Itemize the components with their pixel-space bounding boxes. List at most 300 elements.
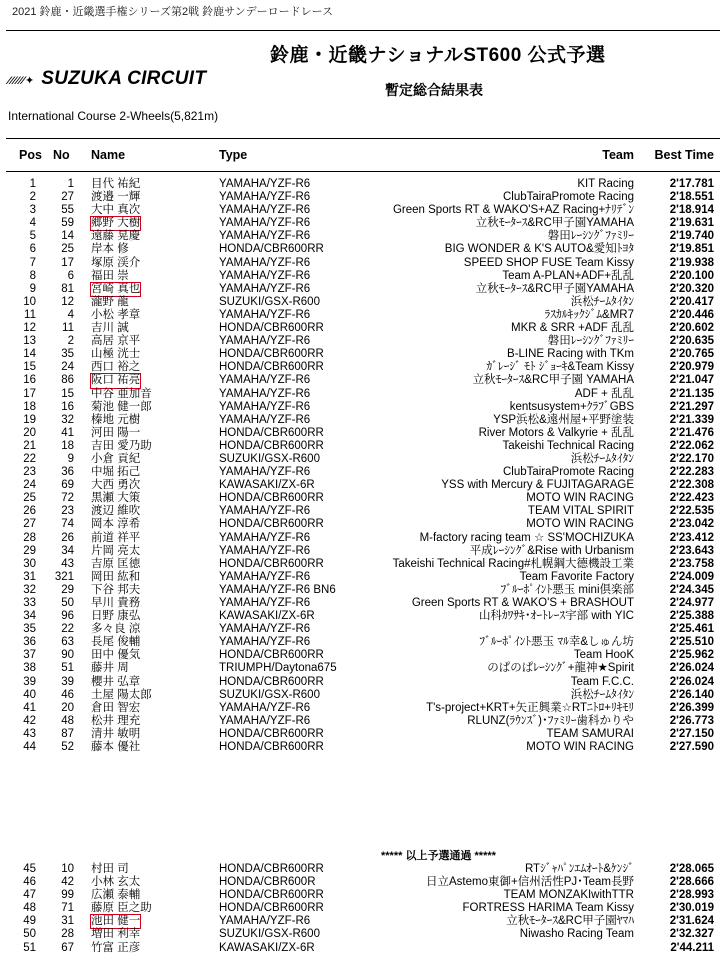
page-title: 鈴鹿・近畿ナショナルST600 公式予選	[270, 45, 606, 66]
cell-type: YAMAHA/YZF-R6	[219, 544, 311, 557]
col-header-name: Name	[91, 148, 126, 162]
cell-type: YAMAHA/YZF-R6	[219, 531, 311, 544]
cell-pos: 9	[29, 282, 36, 295]
cell-team: ﾌﾞﾙｰﾎﾟｲﾝﾄ悪玉 ﾏﾙ幸&しゅん坊	[479, 636, 634, 649]
table-row	[0, 915, 720, 928]
cell-type: YAMAHA/YZF-R6	[219, 623, 311, 636]
cell-pos: 4	[29, 217, 36, 230]
table-row	[0, 296, 720, 309]
cell-pos: 3	[29, 204, 36, 217]
cell-best-time: 2'24.009	[669, 570, 714, 583]
cell-team: FORTRESS HARIMA Team Kissy	[462, 902, 634, 915]
cell-no: 87	[61, 727, 74, 740]
table-row	[0, 741, 720, 754]
table-row	[0, 204, 720, 217]
cell-no: 27	[61, 191, 74, 204]
cell-type: SUZUKI/GSX-R600	[219, 452, 320, 465]
cell-pos: 10	[23, 295, 36, 308]
cell-name: 吉原 匡徳	[91, 557, 141, 570]
cell-best-time: 2'20.979	[669, 361, 714, 374]
cell-best-time: 2'26.024	[669, 662, 714, 675]
cell-best-time: 2'18.914	[669, 204, 714, 217]
cell-no: 42	[61, 876, 74, 889]
table-row	[0, 440, 720, 453]
cell-best-time: 2'22.283	[669, 466, 714, 479]
table-row	[0, 322, 720, 335]
table-row	[0, 427, 720, 440]
cell-type: SUZUKI/GSX-R600	[219, 295, 320, 308]
cell-no: 67	[61, 941, 74, 954]
cell-pos: 50	[23, 928, 36, 941]
cell-name: 田中 優気	[91, 649, 141, 662]
cell-pos: 44	[23, 741, 36, 754]
cell-team: ClubTairaPromote Racing	[502, 191, 634, 204]
cell-no: 46	[61, 688, 74, 701]
cell-type: YAMAHA/YZF-R6	[219, 269, 311, 282]
cell-best-time: 2'19.740	[669, 230, 714, 243]
cell-type: YAMAHA/YZF-R6	[219, 714, 311, 727]
cell-no: 43	[61, 557, 74, 570]
table-row	[0, 230, 720, 243]
cell-type: SUZUKI/GSX-R600	[219, 688, 320, 701]
cell-type: KAWASAKI/ZX-6R	[219, 610, 315, 623]
cell-name: 大西 勇次	[91, 479, 141, 492]
table-row	[0, 571, 720, 584]
cell-team: YSP浜松&遠州屋+平野塗装	[493, 413, 634, 426]
cell-best-time: 2'22.308	[669, 479, 714, 492]
cell-type: YAMAHA/YZF-R6	[219, 400, 311, 413]
cell-team: Green Sports RT & WAKO'S+AZ Racing+ﾅﾘﾃﾞﾝ	[392, 204, 634, 217]
table-row	[0, 257, 720, 270]
table-row	[0, 597, 720, 610]
cell-team: Takeishi Technical Racing#札幌鋼大德機設工業	[392, 557, 634, 570]
cell-team: ﾌﾞﾙｰﾎﾟｲﾝﾄ悪玉 mini倶楽部	[500, 583, 634, 596]
cell-best-time: 2'25.461	[669, 623, 714, 636]
cell-name: 岡本 淳希	[91, 518, 141, 531]
cell-pos: 24	[23, 479, 36, 492]
table-row	[0, 942, 720, 955]
cell-team: 立秋ﾓｰﾀｰｽ&RC甲子園ﾔﾏﾊ	[506, 915, 634, 928]
cell-pos: 15	[23, 361, 36, 374]
table-row	[0, 505, 720, 518]
cell-pos: 30	[23, 557, 36, 570]
cell-type: YAMAHA/YZF-R6	[219, 204, 311, 217]
cell-type: YAMAHA/YZF-R6 BN6	[219, 583, 336, 596]
cell-type: HONDA/CBR600RR	[219, 243, 324, 256]
cell-best-time: 2'24.977	[669, 597, 714, 609]
cell-team: Team F.C.C.	[570, 675, 634, 688]
table-row	[0, 889, 720, 902]
cell-name: 土屋 陽太郎	[91, 688, 152, 701]
cell-team: ﾗｽｶﾙｷｯｸｼﾞﾑ&MR7	[544, 308, 634, 321]
cell-type: YAMAHA/YZF-R6	[219, 308, 311, 321]
cell-team: Team A-PLAN+ADF+乱乱	[502, 269, 634, 282]
cell-team: 平成ﾚｰｼﾝｸﾞ&Rise with Urbanism	[469, 544, 634, 557]
cell-pos: 16	[23, 374, 36, 387]
cell-no: 15	[61, 387, 74, 400]
cell-pos: 28	[23, 531, 36, 544]
cell-best-time: 2'23.758	[669, 557, 714, 570]
table-row	[0, 518, 720, 531]
cell-name: 村田 司	[91, 863, 129, 875]
cell-no: 72	[61, 492, 74, 505]
cell-best-time: 2'44.211	[670, 941, 714, 954]
cell-team: River Motors & Valkyrie + 乱乱	[478, 426, 634, 439]
logo-mark-icon: ⁄⁄⁄⁄⁄⁄✦	[8, 75, 36, 87]
cell-best-time: 2'21.476	[669, 426, 714, 439]
cell-best-time: 2'25.510	[669, 636, 714, 649]
cell-no: 9	[67, 452, 74, 465]
cell-pos: 37	[23, 649, 36, 662]
table-row	[0, 928, 720, 941]
top-rule	[6, 30, 720, 31]
cell-name: 遠藤 晃慶	[91, 230, 141, 243]
cell-best-time: 2'28.065	[669, 863, 714, 875]
cell-pos: 47	[23, 889, 36, 902]
cell-pos: 32	[23, 583, 36, 596]
cell-no: 90	[61, 649, 74, 662]
cell-type: YAMAHA/YZF-R6	[219, 597, 311, 609]
cell-pos: 26	[23, 505, 36, 518]
cell-name: 岡田 紘和	[91, 570, 141, 583]
cell-name: 中堀 拓己	[91, 466, 141, 479]
cell-pos: 22	[23, 452, 36, 465]
cell-best-time: 2'21.135	[669, 387, 714, 400]
cell-no: 50	[61, 597, 74, 609]
cell-no: 16	[61, 400, 74, 413]
cell-name: 渡辺 維吹	[91, 505, 141, 518]
cell-best-time: 2'20.320	[669, 282, 714, 295]
table-row	[0, 532, 720, 545]
cell-best-time: 2'23.412	[669, 531, 714, 544]
cell-name: 多々良 涼	[91, 623, 141, 636]
cell-name: 塚原 渓介	[91, 256, 141, 269]
cell-no: 6	[67, 269, 74, 282]
cell-no: 59	[61, 217, 74, 230]
cell-pos: 7	[29, 256, 36, 269]
cell-type: HONDA/CBR600RR	[219, 727, 324, 740]
cell-best-time: 2'26.024	[669, 675, 714, 688]
cell-name: 目代 祐紀	[91, 178, 141, 190]
cell-no: 2	[67, 335, 74, 348]
cell-team: MOTO WIN RACING	[526, 518, 634, 531]
table-row	[0, 610, 720, 623]
cell-team: MKR & SRR +ADF 乱乱	[510, 322, 634, 335]
cell-pos: 45	[23, 863, 36, 875]
table-row	[0, 466, 720, 479]
cell-best-time: 2'20.635	[669, 335, 714, 348]
cell-pos: 19	[23, 413, 36, 426]
cell-best-time: 2'26.399	[669, 701, 714, 714]
cell-best-time: 2'22.170	[669, 452, 714, 465]
cell-type: YAMAHA/YZF-R6	[219, 413, 311, 426]
cell-name: 倉田 智宏	[91, 701, 141, 714]
table-row	[0, 623, 720, 636]
cell-no: 52	[61, 741, 74, 754]
cell-no: 41	[61, 426, 74, 439]
cell-team: ClubTairaPromote Racing	[502, 466, 634, 479]
cell-team: RTｼﾞｬﾊﾟﾝｴﾑｵｰﾄ&ｹﾝｼﾞ	[524, 863, 634, 875]
cell-best-time: 2'18.551	[669, 191, 714, 204]
cell-name: 清井 敏明	[91, 727, 141, 740]
cell-team: 立秋ﾓｰﾀｰｽ&RC甲子園YAMAHA	[475, 217, 634, 230]
col-header-best-time: Best Time	[654, 148, 714, 162]
table-row	[0, 876, 720, 889]
table-row	[0, 863, 720, 876]
cell-no: 23	[61, 505, 74, 518]
cell-type: YAMAHA/YZF-R6	[219, 915, 311, 928]
cell-no: 31	[61, 915, 74, 928]
cell-name: 下谷 邦夫	[91, 583, 141, 596]
cell-team: 磐田ﾚｰｼﾝｸﾞﾌｧﾐﾘｰ	[547, 335, 634, 348]
cell-pos: 41	[23, 701, 36, 714]
cell-no: 48	[61, 714, 74, 727]
cell-best-time: 2'21.297	[669, 400, 714, 413]
cell-no: 71	[61, 902, 74, 915]
cell-best-time: 2'19.938	[669, 256, 714, 269]
cell-best-time: 2'22.062	[669, 439, 714, 452]
cell-best-time: 2'27.590	[669, 741, 714, 754]
cell-pos: 18	[23, 400, 36, 413]
cell-name: 西口 裕之	[91, 361, 141, 374]
cell-name: 宮崎 真也	[91, 282, 141, 295]
table-row	[0, 335, 720, 348]
cell-best-time: 2'20.446	[669, 308, 714, 321]
cell-type: HONDA/CBR600RR	[219, 863, 324, 875]
cell-no: 74	[61, 518, 74, 531]
table-row	[0, 414, 720, 427]
col-header-pos: Pos	[19, 148, 42, 162]
results-table-non-qualified	[0, 863, 720, 955]
cell-no: 321	[54, 570, 74, 583]
cell-best-time: 2'22.535	[669, 505, 714, 518]
cell-best-time: 2'20.602	[669, 322, 714, 335]
cell-pos: 11	[24, 308, 36, 321]
cell-team: 日立Astemo東御+信州活性PJ･Team長野	[426, 876, 634, 889]
table-row	[0, 728, 720, 741]
cell-name: 大中 真次	[91, 204, 141, 217]
cell-pos: 31	[23, 570, 36, 583]
table-row	[0, 178, 720, 191]
cell-type: YAMAHA/YZF-R6	[219, 387, 311, 400]
cell-type: YAMAHA/YZF-R6	[219, 282, 311, 295]
cell-type: YAMAHA/YZF-R6	[219, 217, 311, 230]
cell-pos: 1	[29, 178, 36, 190]
table-row	[0, 217, 720, 230]
cell-name: 小林 玄太	[91, 876, 141, 889]
cell-best-time: 2'27.150	[669, 727, 714, 740]
cell-type: YAMAHA/YZF-R6	[219, 256, 311, 269]
cell-no: 11	[62, 322, 74, 335]
cell-no: 28	[61, 928, 74, 941]
cell-team: MOTO WIN RACING	[526, 741, 634, 754]
cell-best-time: 2'20.417	[669, 295, 714, 308]
table-row	[0, 401, 720, 414]
table-row	[0, 702, 720, 715]
cell-no: 14	[61, 230, 74, 243]
table-row	[0, 558, 720, 571]
cell-type: YAMAHA/YZF-R6	[219, 505, 311, 518]
cell-no: 35	[61, 348, 74, 361]
cell-best-time: 2'26.773	[669, 714, 714, 727]
cell-name: 藤井 周	[91, 662, 129, 675]
cell-pos: 29	[23, 544, 36, 557]
table-row	[0, 492, 720, 505]
cell-name: 日野 康弘	[91, 610, 141, 623]
cell-name: 早川 貴務	[91, 597, 141, 609]
table-row	[0, 374, 720, 387]
cell-type: HONDA/CBR600RR	[219, 348, 324, 361]
cell-pos: 13	[23, 335, 36, 348]
table-row	[0, 361, 720, 374]
cell-type: YAMAHA/YZF-R6	[219, 335, 311, 348]
table-row	[0, 348, 720, 361]
cell-team: M-factory racing team ☆ SS'MOCHIZUKA	[419, 531, 634, 544]
cell-name: 櫻井 弘章	[91, 675, 141, 688]
cell-pos: 39	[23, 675, 36, 688]
cell-team: YSS with Mercury & FUJITAGARAGE	[441, 479, 634, 492]
cell-name: 山極 洸士	[91, 348, 141, 361]
cell-type: HONDA/CBR600RR	[219, 889, 324, 902]
cell-pos: 14	[23, 348, 36, 361]
cell-best-time: 2'23.643	[669, 544, 714, 557]
cell-no: 51	[61, 662, 74, 675]
cell-name: 吉田 愛乃助	[91, 439, 152, 452]
cell-best-time: 2'25.388	[669, 610, 714, 623]
cell-team: 立秋ﾓｰﾀｰｽ&RC甲子園 YAMAHA	[472, 374, 634, 387]
cell-pos: 34	[23, 610, 36, 623]
cell-name: 松井 理充	[91, 714, 141, 727]
cell-no: 32	[61, 413, 74, 426]
cell-team: kentsusystem+ｸﾗﾌﾞGBS	[509, 400, 634, 413]
cell-no: 1	[67, 178, 74, 190]
cell-name: 高居 京平	[91, 335, 141, 348]
table-row	[0, 902, 720, 915]
cell-no: 18	[61, 439, 74, 452]
col-header-type: Type	[219, 148, 248, 162]
cell-pos: 49	[23, 915, 36, 928]
cell-name: 増田 利幸	[91, 928, 141, 941]
cell-best-time: 2'31.624	[669, 915, 714, 928]
cell-team: Team HooK	[573, 649, 634, 662]
cell-name: 黒瀬 大策	[91, 492, 141, 505]
cell-type: YAMAHA/YZF-R6	[219, 570, 311, 583]
cell-no: 24	[61, 361, 74, 374]
cell-no: 4	[67, 308, 74, 321]
cell-pos: 46	[23, 876, 36, 889]
cell-type: TRIUMPH/Daytona675	[219, 662, 337, 675]
cell-type: KAWASAKI/ZX-6R	[219, 941, 315, 954]
cell-team: T's-project+KRT+矢正興業☆RTﾆﾄﾛ+ﾘｷﾓﾘ	[426, 701, 634, 714]
cell-team: 山科ｶﾜｻｷ･ｵｰﾄﾚｰｽ宇部 with YIC	[478, 610, 634, 623]
qualifying-cutoff: ***** 以上予選通過 *****	[381, 850, 496, 862]
cell-best-time: 2'28.993	[669, 889, 714, 902]
cell-pos: 38	[23, 662, 36, 675]
cell-best-time: 2'21.339	[669, 413, 714, 426]
cell-no: 26	[61, 531, 74, 544]
cell-name: 広瀬 泰輔	[91, 889, 141, 902]
table-row	[0, 649, 720, 662]
cell-name: 片岡 亮太	[91, 544, 141, 557]
table-row	[0, 243, 720, 256]
cell-name: 岸本 修	[91, 243, 129, 256]
cell-best-time: 2'32.327	[669, 928, 714, 941]
header-rule-top	[6, 138, 720, 139]
cell-no: 20	[61, 701, 74, 714]
cell-pos: 33	[23, 597, 36, 609]
cell-team: RLUNZ(ﾗｳﾝｽﾞ)･ﾌｧﾐﾘｰ歯科かりや	[467, 714, 634, 727]
cell-no: 39	[61, 675, 74, 688]
cell-no: 99	[61, 889, 74, 902]
cell-type: HONDA/CBR600RR	[219, 361, 324, 374]
cell-type: HONDA/CBR600R	[219, 876, 316, 889]
cell-type: YAMAHA/YZF-R6	[219, 466, 311, 479]
table-row	[0, 270, 720, 283]
cell-team: Green Sports RT & WAKO'S + BRASHOUT	[411, 597, 634, 609]
cell-team: 磐田ﾚｰｼﾝｸﾞﾌｧﾐﾘｰ	[547, 230, 634, 243]
header-rule-bottom	[6, 171, 720, 172]
cell-pos: 12	[23, 322, 36, 335]
cell-best-time: 2'20.765	[669, 348, 714, 361]
table-row	[0, 545, 720, 558]
cell-pos: 43	[23, 727, 36, 740]
cell-best-time: 2'28.666	[669, 876, 714, 889]
cell-team: SPEED SHOP FUSE Team Kissy	[463, 256, 634, 269]
cell-team: B-LINE Racing with TKm	[507, 348, 634, 361]
cell-team: Niwasho Racing Team	[519, 928, 634, 941]
cell-name: 菊池 健一郎	[91, 400, 152, 413]
cell-type: HONDA/CBR600RR	[219, 439, 324, 452]
cell-type: HONDA/CBR600RR	[219, 426, 324, 439]
cell-type: HONDA/CBR600RR	[219, 675, 324, 688]
cell-name: 小倉 貢紀	[91, 452, 141, 465]
cell-no: 86	[61, 374, 74, 387]
cell-pos: 48	[23, 902, 36, 915]
cell-type: YAMAHA/YZF-R6	[219, 178, 311, 190]
cell-pos: 27	[23, 518, 36, 531]
cell-no: 22	[61, 623, 74, 636]
cell-team: TEAM SAMURAI	[546, 727, 634, 740]
cell-type: HONDA/CBR600RR	[219, 902, 324, 915]
cell-no: 96	[61, 610, 74, 623]
cell-best-time: 2'26.140	[669, 688, 714, 701]
table-row	[0, 309, 720, 322]
col-header-team: Team	[602, 148, 634, 162]
cell-best-time: 2'19.631	[669, 217, 714, 230]
table-row	[0, 453, 720, 466]
cell-pos: 8	[29, 269, 36, 282]
table-row	[0, 662, 720, 675]
cell-name: 吉川 誠	[91, 322, 129, 335]
series-title: 2021 鈴鹿・近畿選手権シリーズ第2戦 鈴鹿サンデーロードレース	[12, 6, 334, 18]
table-row	[0, 676, 720, 689]
cell-type: YAMAHA/YZF-R6	[219, 374, 311, 387]
cell-type: SUZUKI/GSX-R600	[219, 928, 320, 941]
cell-team: MOTO WIN RACING	[526, 492, 634, 505]
cell-name: 榛地 元樹	[91, 413, 141, 426]
table-row	[0, 584, 720, 597]
cell-type: YAMAHA/YZF-R6	[219, 701, 311, 714]
cell-name: 竹富 正彦	[91, 941, 141, 954]
cell-name: 瀧野 龍	[91, 295, 129, 308]
cell-name: 福田 崇	[91, 269, 129, 282]
cell-no: 29	[61, 583, 74, 596]
table-row	[0, 636, 720, 649]
cell-team: 立秋ﾓｰﾀｰｽ&RC甲子園YAMAHA	[475, 282, 634, 295]
cell-best-time: 2'30.019	[669, 902, 714, 915]
table-row	[0, 715, 720, 728]
cell-type: HONDA/CBR600RR	[219, 322, 324, 335]
